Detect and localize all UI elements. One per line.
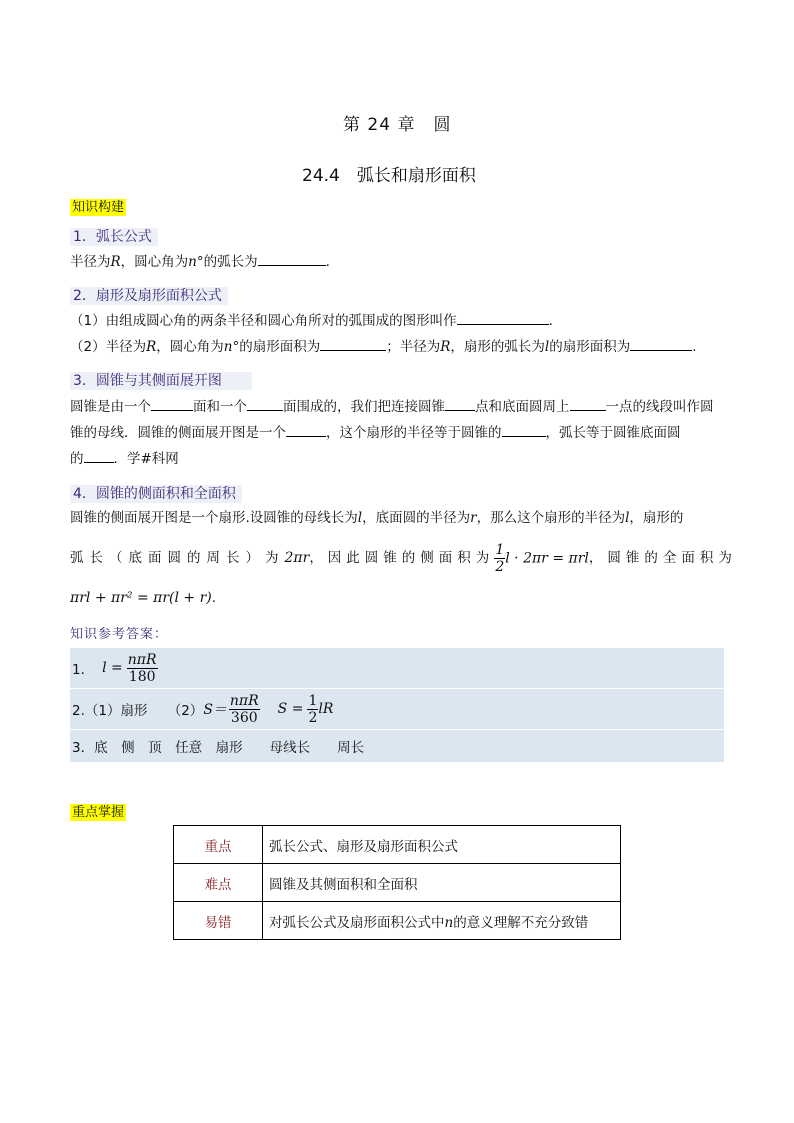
focus-label-text: 重点掌握 [72, 805, 125, 820]
table-key: 易错 [174, 902, 263, 940]
text: . [211, 590, 217, 606]
denominator: 360 [230, 709, 258, 726]
numerator: nπR [229, 692, 259, 709]
denominator: 2 [495, 558, 505, 575]
blank [258, 251, 326, 266]
numerator: 1 [308, 692, 318, 709]
blank [457, 310, 549, 325]
text: 圆锥是由一个 [70, 399, 151, 415]
blank [151, 396, 193, 411]
text: ，圆心角为 [120, 254, 189, 270]
text: （1）由组成圆心角的两条半径和圆心角所对的弧围成的图形叫作 [70, 313, 457, 329]
text: . [325, 254, 330, 270]
answer-row-2 [70, 689, 724, 730]
table-row [174, 902, 621, 940]
var-n: n [188, 254, 197, 270]
math-two-pi-r: 2πr [284, 550, 310, 566]
text: 对弧长公式及扇形面积公式中 [269, 914, 445, 931]
text: ．学#科网 [113, 451, 179, 467]
text: 3．底 侧 顶 任意 扇形 母线长 周长 [72, 740, 365, 756]
text: 锥的母线．圆锥的侧面展开图是一个 [70, 425, 286, 441]
text: ，扇形的 [629, 510, 684, 526]
answer-row-1 [70, 648, 724, 689]
text: ，因此圆锥的侧面积为 [309, 550, 495, 566]
numerator: nπR [127, 651, 157, 668]
focus-label [70, 801, 126, 820]
fraction-arc-length [127, 652, 158, 685]
section-2-heading [70, 285, 228, 305]
section-2-line-2 [70, 336, 697, 357]
section-2-heading-text: 2．扇形及扇形面积公式 [70, 287, 228, 305]
denominator: 180 [128, 668, 156, 685]
text: °的弧长为 [196, 254, 258, 270]
section-1-line [70, 251, 330, 272]
text: ，圆锥的全面积为 [588, 550, 737, 566]
fraction-one-half [307, 693, 318, 726]
math-lR: lR [318, 701, 334, 717]
focus-table [173, 825, 621, 940]
section-1-heading-text: 1．弧长公式 [70, 228, 158, 246]
table-key: 难点 [174, 864, 263, 902]
section-4-line-2 [70, 538, 737, 578]
text: ，扇形的弧长为 [450, 339, 545, 355]
text: ；半径为 [386, 339, 441, 355]
text: . [548, 313, 553, 329]
table-value: 圆锥及其侧面积和全面积 [263, 864, 621, 902]
text: 点和底面圆周上 [475, 399, 570, 415]
table-value [263, 902, 621, 940]
text: ，那么这个扇形的半径为 [476, 510, 626, 526]
section-4-heading-text: 4．圆锥的侧面积和全面积 [70, 485, 242, 503]
var-R: R [110, 254, 121, 270]
blank [84, 448, 114, 463]
text: ，弧长等于圆锥底面圆 [545, 425, 681, 441]
section-3-heading [70, 370, 252, 390]
blank [445, 396, 475, 411]
text: 2.（1）扇形 （2） [72, 703, 204, 719]
var-n: n [444, 914, 454, 931]
section-3-line-2 [70, 422, 681, 443]
table-row [174, 864, 621, 902]
blank [247, 396, 283, 411]
section-4-line-1 [70, 508, 683, 528]
section-3-heading-text: 3．圆锥与其侧面展开图 [70, 372, 252, 390]
table-key: 重点 [174, 826, 263, 864]
var-l: l [357, 510, 363, 526]
math-lateral-rest: l · 2πr = πrl [505, 550, 589, 566]
answers-label: 知识参考答案： [70, 627, 169, 642]
blank [570, 396, 606, 411]
text: 弧长（底面圆的周长）为 [70, 550, 285, 566]
var-n: n [223, 339, 233, 355]
var-R: R [440, 339, 451, 355]
section-4-heading [70, 483, 242, 503]
fraction-sector-area [229, 693, 260, 726]
section-2-line-1 [70, 310, 553, 331]
var-l: l [625, 510, 630, 526]
text: 一点的线段叫作圆 [605, 399, 714, 415]
numerator: 1 [495, 541, 505, 558]
var-l: l [544, 339, 550, 355]
math-arc-lhs: l = [102, 660, 123, 676]
math-total-area: πrl + πr² = πr(l + r) [70, 590, 212, 606]
section-3-line-1 [70, 396, 714, 417]
chapter-title: 第 24 章 圆 [343, 115, 452, 135]
table-value: 弧长公式、扇形及扇形面积公式 [263, 826, 621, 864]
text: °的扇形面积为 [232, 339, 321, 355]
text: 的 [70, 451, 84, 467]
blank [286, 422, 326, 437]
text: ，这个扇形的半径等于圆锥的 [326, 425, 502, 441]
text: 面围成的，我们把连接圆锥 [283, 399, 445, 415]
text: 面和一个 [193, 399, 247, 415]
text: 的意义理解不充分致错 [453, 914, 589, 931]
answer-row-3 [70, 730, 724, 762]
var-R: R [146, 339, 157, 355]
fraction-half [494, 542, 505, 575]
math-lateral-area [494, 542, 589, 575]
text: 的扇形面积为 [549, 339, 631, 355]
text: 1． [72, 662, 95, 678]
math-sector-lhs-1: S＝ [203, 702, 227, 718]
section-4-line-3 [70, 588, 216, 608]
text: 圆锥的侧面展开图是一个扇形.设圆锥的母线长为 [70, 510, 358, 526]
var-r: r [470, 510, 477, 526]
knowledge-label-text: 知识构建 [72, 200, 125, 215]
blank [320, 336, 386, 351]
blank [630, 336, 692, 351]
math-sector-lhs-2: S = [277, 701, 304, 717]
section-1-heading [70, 226, 158, 246]
text: 半径为 [70, 254, 111, 270]
section-title: 24.4 弧长和扇形面积 [302, 166, 476, 186]
answers-box [70, 648, 724, 762]
text: ，圆心角为 [156, 339, 224, 355]
blank [502, 422, 546, 437]
text: （2）半径为 [70, 339, 147, 355]
table-row [174, 826, 621, 864]
knowledge-label [70, 196, 126, 215]
section-3-line-3 [70, 448, 179, 469]
denominator: 2 [308, 709, 318, 726]
text: ，底面圆的半径为 [362, 510, 471, 526]
text: . [692, 339, 697, 355]
